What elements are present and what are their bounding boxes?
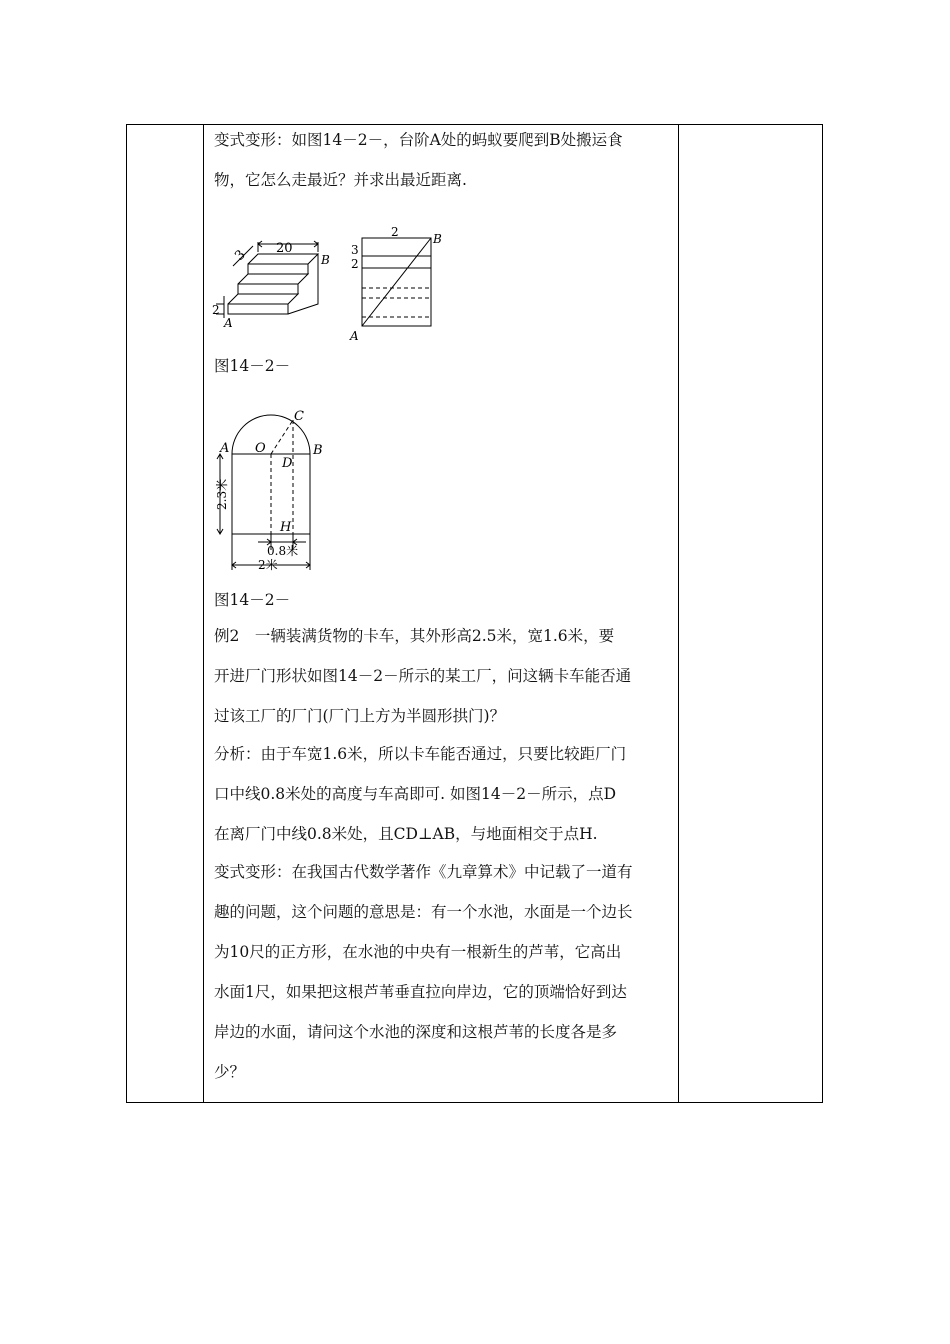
column-divider-left: [203, 125, 204, 1102]
example2-line1: 例2 一辆装满货物的卡车，其外形高2.5米，宽1.6米，要: [214, 627, 615, 645]
label-20: 20: [276, 241, 293, 256]
label-A: A: [220, 441, 230, 456]
label-O: O: [255, 441, 266, 456]
label-B: B: [313, 443, 323, 458]
label-top-2: 2: [391, 226, 399, 239]
unfolded-figure: [349, 226, 449, 344]
stairs-figure: [210, 236, 335, 330]
example2-line2: 开进厂门形状如图14－2－所示的某工厂，问这辆卡车能否通: [214, 667, 632, 685]
variant2-line2: 趣的问题，这个问题的意思是：有一个水池，水面是一个边长: [214, 903, 633, 921]
analysis-line2: 口中线0.8米处的高度与车高即可. 如图14－2－所示，点D: [214, 785, 617, 803]
column-divider-right: [678, 125, 679, 1102]
label-2m: 2米: [258, 558, 278, 572]
example2-line3: 过该工厂的厂门(厂门上方为半圆形拱门)？: [214, 707, 506, 725]
label-B: B: [321, 253, 330, 267]
variant1-line2: 物，它怎么走最近？并求出最近距离.: [214, 171, 467, 189]
label-D: D: [282, 456, 293, 471]
label-2: 2: [212, 303, 220, 317]
label-A: A: [350, 329, 359, 343]
label-0.8: 0.8米: [267, 544, 299, 558]
variant2-line3: 为10尺的正方形，在水池的中央有一根新生的芦苇，它高出: [214, 943, 622, 961]
variant2-line4: 水面1尺，如果把这根芦苇垂直拉向岸边，它的顶端恰好到达: [214, 983, 627, 1001]
label-H: H: [280, 520, 292, 535]
label-3: 3: [351, 243, 359, 257]
label-height: 2.3米: [215, 478, 229, 510]
analysis-line1: 分析：由于车宽1.6米，所以卡车能否通过，只要比较距厂门: [214, 745, 627, 763]
figure2-caption: 图14－2－: [214, 591, 291, 609]
label-2: 2: [351, 257, 359, 271]
analysis-line3: 在离厂门中线0.8米处，且CD⊥AB，与地面相交于点H.: [214, 825, 598, 843]
label-C: C: [294, 409, 304, 424]
gate-figure: [210, 404, 330, 576]
variant2-line1: 变式变形：在我国古代数学著作《九章算术》中记载了一道有: [214, 863, 633, 881]
label-B: B: [433, 232, 442, 246]
label-3: 3: [232, 247, 249, 264]
label-A: A: [224, 316, 233, 330]
figure1-caption: 图14－2－: [214, 357, 291, 375]
variant1-line1: 变式变形：如图14－2－，台阶A处的蚂蚁要爬到B处搬运食: [214, 131, 623, 149]
variant2-line5: 岸边的水面，请问这个水池的深度和这根芦苇的长度各是多: [214, 1023, 618, 1041]
variant2-line6: 少？: [214, 1063, 246, 1081]
